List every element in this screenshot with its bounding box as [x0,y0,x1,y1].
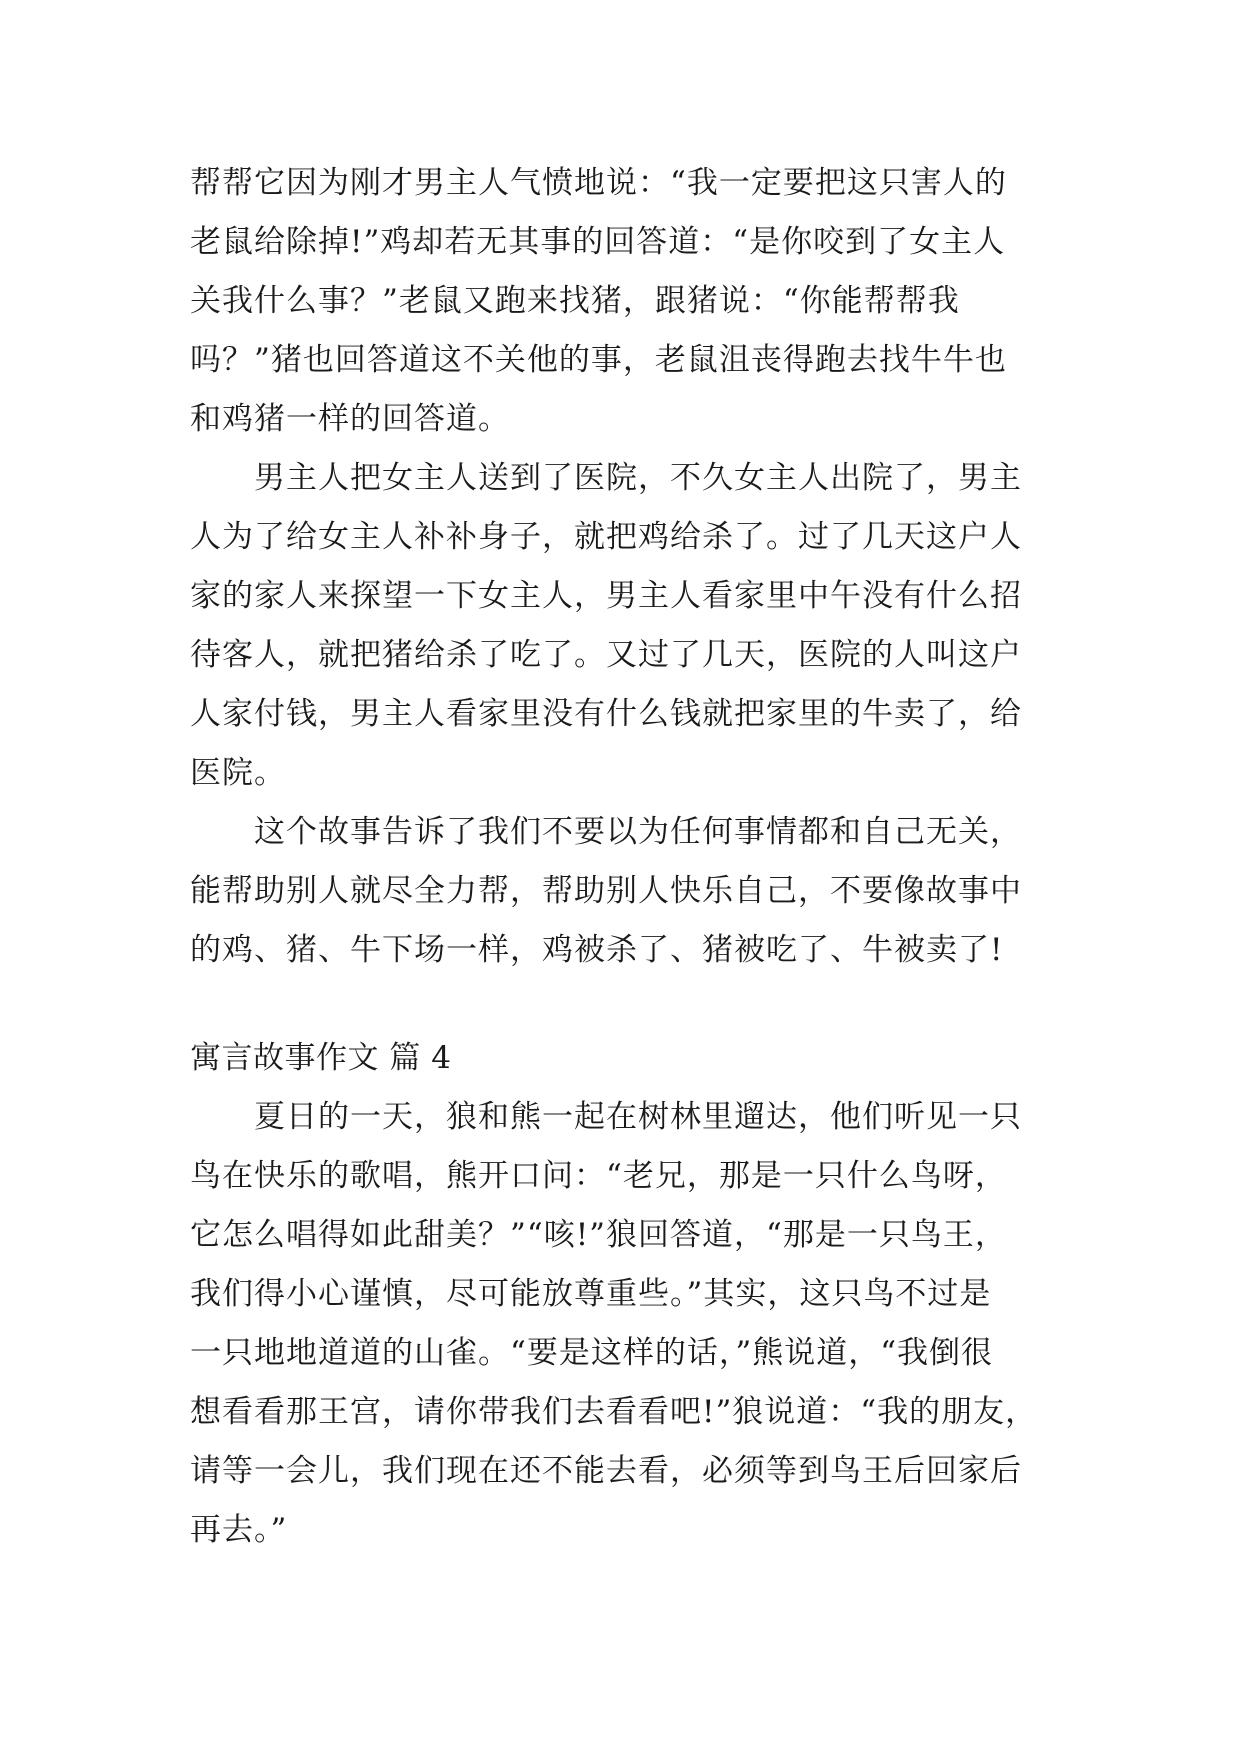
story-paragraph-line-7: 请等一会儿，我们现在还不能去看，必须等到鸟王后回家后 [190,1453,1022,1489]
paragraph-2-line-1: 男主人把女主人送到了医院，不久女主人出院了，男主 [254,460,1022,496]
paragraph-2-line-3: 家的家人来探望一下女主人，男主人看家里中午没有什么招 [190,578,1022,614]
paragraph-1-line-5: 和鸡猪一样的回答道。 [190,401,510,437]
paragraph-2-line-5: 人家付钱，男主人看家里没有什么钱就把家里的牛卖了，给 [190,696,1022,732]
paragraph-1-line-1: 帮帮它因为刚才男主人气愤地说：“我一定要把这只害人的 [190,165,1007,201]
story-paragraph-line-5: 一只地地道道的山雀。“要是这样的话，”熊说道，“我倒很 [190,1335,994,1371]
story-paragraph-line-6: 想看看那王宫，请你带我们去看看吧!”狼说道：“我的朋友， [190,1394,1038,1430]
paragraph-1-line-4: 吗？”猪也回答道这不关他的事，老鼠沮丧得跑去找牛牛也 [190,342,1007,378]
paragraph-1-line-2: 老鼠给除掉!”鸡却若无其事的回答道：“是你咬到了女主人 [190,224,1006,260]
paragraph-2-line-4: 待客人，就把猪给杀了吃了。又过了几天，医院的人叫这户 [190,637,1022,673]
story-paragraph-line-1: 夏日的一天，狼和熊一起在树林里遛达，他们听见一只 [254,1099,1022,1135]
story-paragraph-line-8: 再去。” [190,1512,288,1548]
story-paragraph-line-2: 鸟在快乐的歌唱，熊开口问：“老兄，那是一只什么鸟呀， [190,1158,1007,1194]
paragraph-3-line-2: 能帮助别人就尽全力帮，帮助别人快乐自己，不要像故事中 [190,873,1022,909]
paragraph-1-line-3: 关我什么事？”老鼠又跑来找猪，跟猪说：“你能帮帮我 [190,283,960,319]
section-heading: 寓言故事作文 篇 4 [190,1040,452,1076]
story-paragraph-line-3: 它怎么唱得如此甜美？”“咳!”狼回答道，“那是一只鸟王， [190,1217,1007,1253]
story-paragraph-line-4: 我们得小心谨慎，尽可能放尊重些。”其实，这只鸟不过是 [190,1276,992,1312]
paragraph-2-line-2: 人为了给女主人补补身子，就把鸡给杀了。过了几天这户人 [190,519,1022,555]
paragraph-3-line-1: 这个故事告诉了我们不要以为任何事情都和自己无关， [254,814,1022,850]
paragraph-3-line-3: 的鸡、猪、牛下场一样，鸡被杀了、猪被吃了、牛被卖了! [190,932,1004,968]
paragraph-2-line-6: 医院。 [190,755,286,791]
